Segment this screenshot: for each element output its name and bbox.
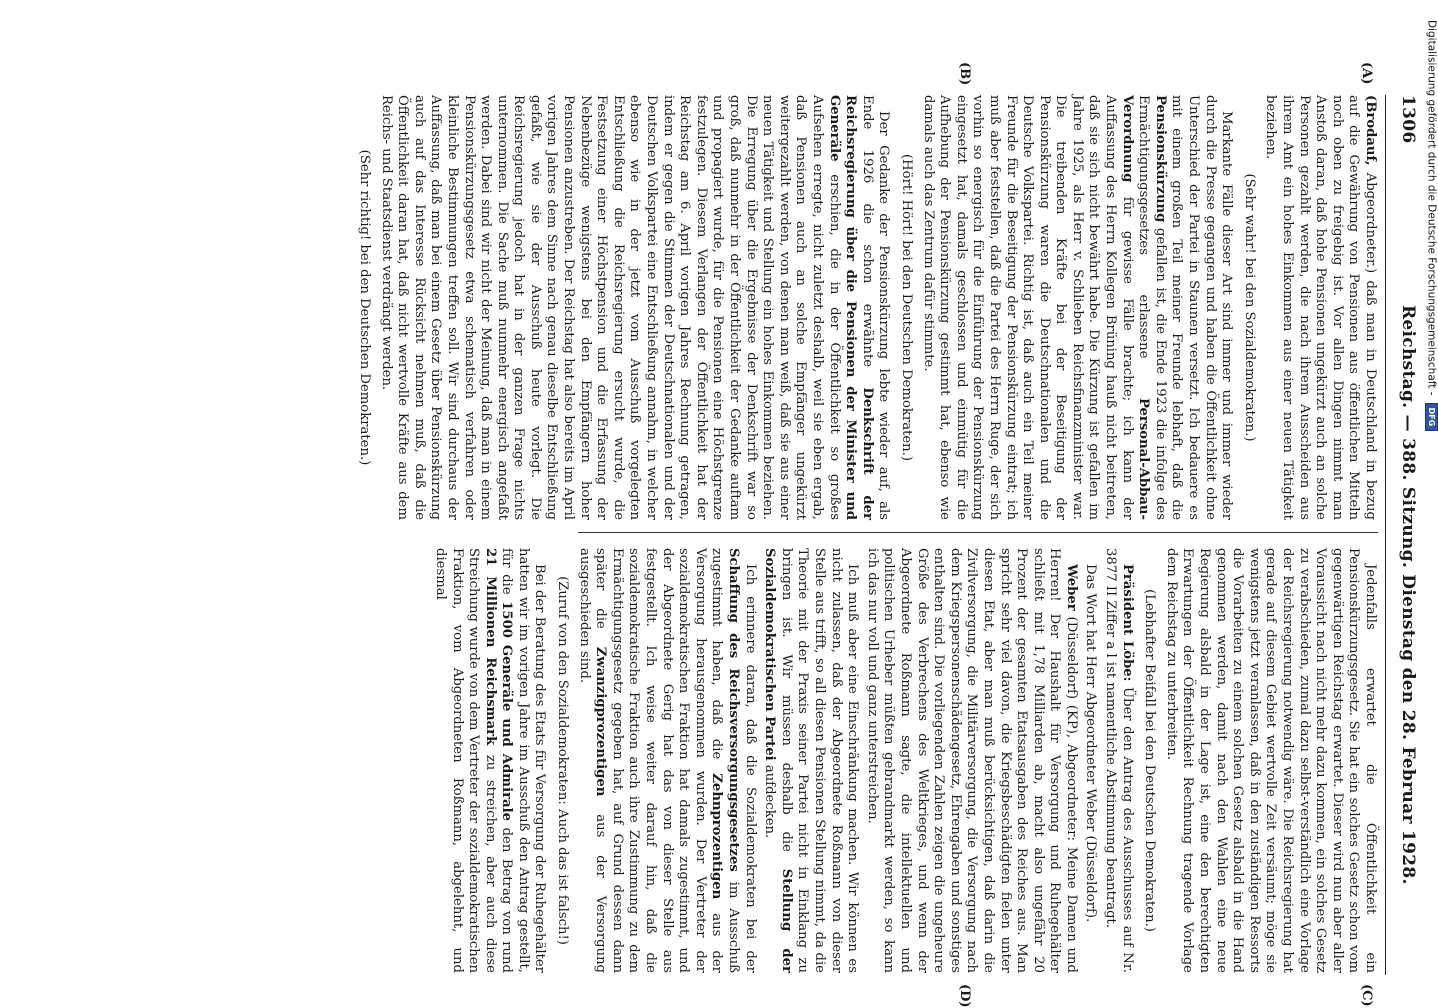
paragraph (863, 548, 1079, 973)
speaker-name: Präsident Löbe: (1119, 564, 1135, 682)
page-title: Reichstag. — 388. Sitzung. Dienstag den 28. Februar 1928. (1398, 305, 1418, 885)
paragraph-text: Markante Fälle dieser Art sind immer und immer wieder durch die Presse gegangen und haben die Öffentlichkeit ohne Unterschied der Partei in Staunen versetzt. Ich bedauere es mit einem großen Teil meiner Freunde lebhaft, daß die (1169, 95, 1235, 520)
paragraph: Jedenfalls erwartet die Öffentlichkeit ein Pensionskürzungsgesetz. Sie hat ein solches Gesetz schon vom gegenwärtigen Reichstag erwartet. Dieser wird nun aber aller Voraussicht nach nicht mehr dazu kommen, ein solches Gesetz zu verabschieden, zumal dazu selbst-verständlich eine Vorlage der Reichsregierung notwendig wäre. Die Reichsregierung hat gerade auf diesem Gebiet wertvolle Zeit versäumt; möge sie wenigstens jetzt veranlassen, daß in den zuständigen Ressorts die Vorarbeiten zu einem solchen Gesetz alsbald in die Hand genommen werden, damit nach den Wahlen eine neue Regierung alsbald in der Lage ist, eine den berechtigten Erwartungen der Öffentlichkeit Rechnung tragende Vorlage dem Reichstag zu unterbreiten. (1163, 548, 1378, 973)
paragraph: Das Wort hat Herr Abgeordneter Weber (Düsseldorf). (1083, 564, 1099, 923)
footer-text: Digitalisierung gefördert durch die Deutsche Forschungsgemeinschaft - (1425, 20, 1438, 396)
paragraph (919, 95, 1234, 520)
paragraph (1262, 95, 1378, 520)
paragraph (575, 548, 758, 973)
dfg-logo: DFG (1425, 403, 1438, 431)
digitization-footer (1422, 20, 1438, 1000)
margin-marker-b: (B) (957, 62, 972, 86)
page-number: 1306 (1398, 95, 1418, 144)
paragraph (761, 548, 861, 973)
paragraph-text: daß man in Deutschland in bezug auf die Gewährung von Pensionen aus öffentlichen Mitteln noch oben zu freigebig ist. Vor allen Dingen nimmt man Anstoß daran, daß hohe Pensionen ungekürzt auch an solche Personen gezahlt werden, die nach ihrem Ausscheiden aus ihrem Amt ein hohes Einkommen aus einer neuen Tätigkeit beziehen. (1263, 95, 1378, 520)
paragraph (1102, 548, 1135, 973)
paragraph-text: aufdecken. (762, 764, 778, 839)
speaker-name: Weber (1063, 564, 1079, 611)
emphasis: Denkschrift der Reichsregierung über die Pensionen der Minister und Generäle (826, 95, 875, 520)
margin-marker-d: (D) (957, 984, 972, 1008)
interjection: (Zuruf von den Sozialdemokraten: Auch das ist falsch!) (555, 576, 571, 945)
page-header (1390, 95, 1424, 975)
paragraph-text: zu streichen, aber auch diese Streichung wurde von dem Vertreter der sozialdemokratischen Fraktion, vom Abgeordneten Roßmann, abgelehnt, und diesmal (432, 548, 498, 973)
right-column (432, 548, 1378, 973)
paragraph-text: Ich muß aber eine Einschränkung machen. Wir können es nicht zulassen, daß der Abgeordnete Roßmann von dieser Stelle aus trifft, so all diesen Pensionen Stellung nimmt, da die Theorie mit der Praxis seiner Partei nicht in Einklang zu bringen ist. Wir müssen deshalb die (778, 548, 861, 973)
paragraph-text: Der Gedanke der Pensionskürzung lebte wieder auf, als Ende 1926 die schon erwähnte (859, 95, 892, 520)
paragraph-text: Über den Antrag des Ausschusses auf Nr. 3877 II Ziffer a l ist namentliche Abstimmung beantragt. (1103, 548, 1135, 973)
paragraph-text: aus der Versorgung ausgeschieden sind. (576, 548, 609, 973)
emphasis: Schaffung des Reichsversorgungsgesetzes (726, 548, 742, 872)
emphasis: Stellung der Sozialdemokratischen Partei (762, 548, 794, 973)
left-column (356, 95, 1378, 520)
paragraph-text: Ich erinnere daran, daß die Sozialdemokraten bei der (742, 564, 758, 973)
paragraph-text: erschien, die in der Öffentlichkeit so großes Aufsehen erregte, nicht zuletzt deshalb, weil sie eben ergab, daß Pensionen auch an solche Empfänger ungekürzt weitergezahlt werden, von denen man weiß, daß sie aus einer neuen Tätigkeit und Stellung ein hohes Einkommen beziehen. Die Erregung über die Ergebnisse der Denkschrift war so groß, daß nunmehr in der Öffentlichkeit der Gedanke auftam und propagiert wurde, für die Pensionen eine Höchstgrenze festzulegen. Diesem Verlangen der Öffentlichkeit hat der Reichstag am 6. April vorigen Jahres Rechnung getragen, indem er gegen die Stimmen der Deutschnationalen und der Deutschen Volkspartei eine Entschließung annahm, in welcher ebenso wie in der jetzt vom Ausschuß vorgelegten Entschließung die Reichsregierung ersucht wurde, die Festsetzung einer Höchstpension und die Erfassung der Nebenbezüge wenigstens bei den Empfängern hoher Pensionen anzustreben. Der Reichstag hat also bereits im April vorigen Jahres dem Sinne nach genau dieselbe Entschließung gefaßt, wie sie der Ausschuß heute vorlegt. Die Reichsregierung jedoch hat in der ganzen Frage nichts unternommen. Die Sache muß nunmehr energisch angefaßt werden. Dabei sind wir nicht der Meinung, daß man in einem Pensionskürzungsgesetz etwa schematisch verfahren oder kleinliche Bestimmungen treffen soll. Wir sind durchaus der Auffassung, daß man bei einem Gesetz über Pensionskürzung auch auf das Interesse Rücksicht nehmen muß, daß die Öffentlichkeit daran hat, daß nicht wertvolle Kräfte aus dem Reichs- und Staatsdienst verdrängt werden. (378, 95, 842, 520)
margin-marker-c: (C) (1359, 984, 1374, 1007)
interjection: (Sehr wahr! bei den Sozialdemokraten.) (1241, 173, 1257, 442)
speaker-note: Abgeordneter.) (1363, 172, 1378, 274)
emphasis: Personal-Abbau-Verordnung (1119, 95, 1152, 520)
emphasis: Zwanzigprozentigen (593, 646, 609, 797)
margin-marker-a: (A) (1359, 62, 1374, 85)
interjection: (Lebhafter Beifall bei den Deutschen Demokraten.) (1142, 589, 1158, 932)
paragraph-text: für gewisse Fälle brachte; ich kann der Auffassung des Herrn Kollegen Brüning hauß nicht beitreten, daß sie sich nicht bewährt habe. Die Kürzung ist gefallen im Jahre 1925, als Herr v. Schlieben Reichsfinanzminister war. Die treibenden Kräfte bei der Beseitigung der Pensionskürzung waren die Deutschnationalen und die Deutsche Volkspartei. Richtig ist, daß auch ein Teil meiner Freunde für die Beseitigung der Pensionskürzung eintrat; ich muß aber feststellen, daß die Partei des Herrn Ruge, der sich vorhin so energisch für die Einführung der Pensionskürzung eingesetzt hat, damals geschlossen und einmütig für die Aufhebung der Pensionskürzung gestimmt hat, ebenso wie damals auch das Zentrum dafür stimmte. (920, 95, 1135, 520)
emphasis: Pensionskürzung (1152, 95, 1168, 223)
column-divider (578, 532, 1378, 533)
interjection: (Sehr richtig! bei den Deutschen Demokraten.) (356, 149, 372, 466)
paragraph (377, 95, 891, 520)
paragraph-text: im Ausschuß zugestimmt haben, daß die (709, 548, 742, 973)
speaker-name: (Brodauf, (1363, 95, 1378, 166)
emphasis: 21 Millionen Reichsmark (482, 548, 498, 746)
interjection: (Hört! Hört! bei den Deutschen Demokraten.) (898, 153, 914, 462)
header-rule (1385, 95, 1386, 975)
emphasis: 1500 Generäle und Admirale (499, 601, 515, 822)
emphasis: Zehnprozentigen (709, 773, 725, 900)
paragraph-text: den Betrag von rund (499, 827, 515, 973)
paragraph (431, 548, 547, 973)
paragraph-text: (Düsseldorf) (KP), Abgeordneter: Meine Damen und Herren! Der Haushalt für Versorgung und Ruhegehälter schließt mit 1,78 Milliarden ab, macht also ungefähr 20 Prozent der gesamten Etatsausgaben des Reiches aus. Man spricht sehr viel davon, die Kriegsbeschädigten fielen unter diesen Etat, aber man muß berücksichtigen, daß darin die Zivilversorgung, die Militärversorgung, die Versorgung nach dem Kriegspersonenschädengesetz, Ehrengaben und sonstiges enthalten sind. Die vorliegenden Zahlen zeigen die ungeheure Größe des Verbrechens des Weltkrieges, und wenn der Abgeordnete Roßmann sagte, die intellektuellen und politischen Urheber müßten gebrandmarkt werden, so kann ich das nur voll und ganz unterstreichen. (864, 548, 1079, 973)
paragraph-text: gefallen ist, die Ende 1923 die infolge des Ermächtigungsgesetzes erlassene (1136, 95, 1168, 520)
paragraph-text: Bei der Beratung des Etats für Versorgung der Ruhegehälter hatten wir im vorigen Jahre im Ausschuß den Antrag gestellt, für die (499, 548, 548, 973)
paragraph-text: aus der Versorgung herausgenommen wurden. Der Vertreter der sozialdemokratischen Fraktion hat damals zugestimmt, und der Abgeordnete Gerig hat das von dieser Stelle aus festgestellt. Ich weise weiter darauf hin, daß die sozialdemokratische Fraktion auch ihre Zustimmung zu dem Ermächtigungsgesetz gegeben hat, auf Grund dessen dann später die (593, 548, 725, 973)
